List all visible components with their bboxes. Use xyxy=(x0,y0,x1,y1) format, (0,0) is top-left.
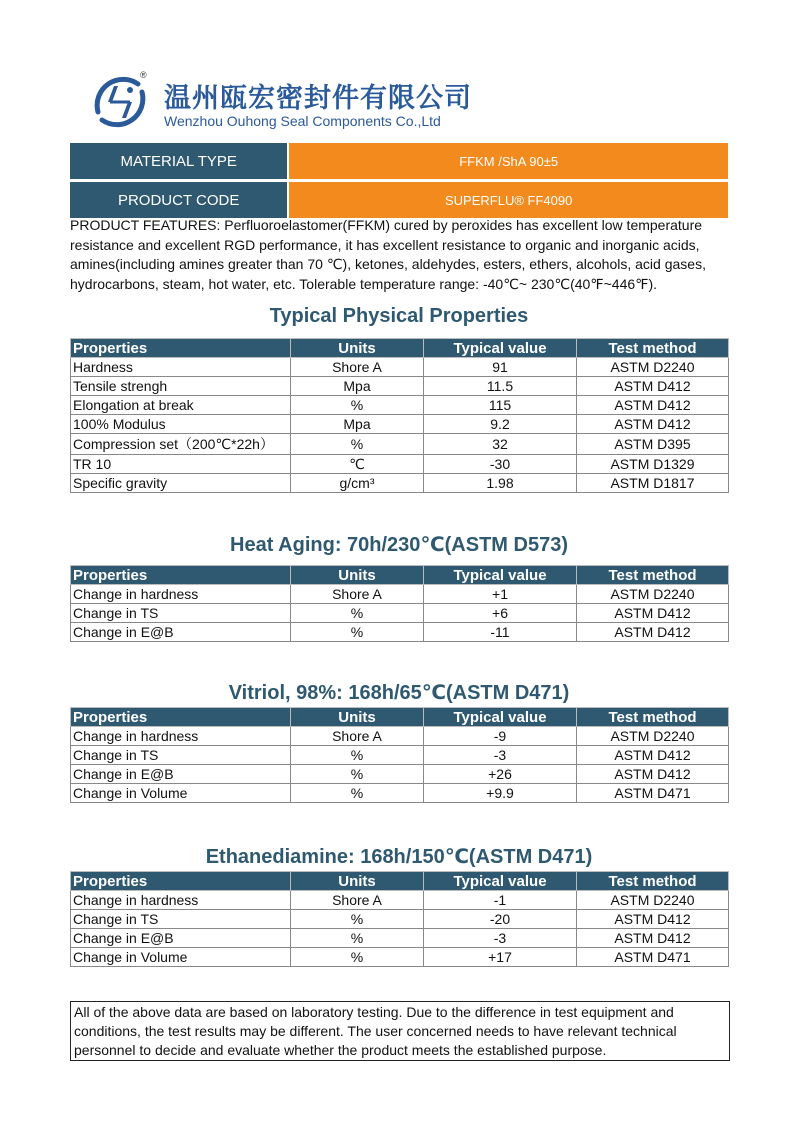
table-row xyxy=(71,727,729,746)
table-physical-properties xyxy=(70,338,729,493)
table-row xyxy=(71,891,729,910)
table-cell: ASTM D412 xyxy=(577,415,729,434)
registered-mark: ® xyxy=(140,70,147,80)
table-cell: -11 xyxy=(424,623,577,642)
table-cell: Mpa xyxy=(291,415,424,434)
table-cell: ASTM D2240 xyxy=(577,585,729,604)
company-name-english: Wenzhou Ouhong Seal Components Co.,Ltd xyxy=(164,113,441,129)
table-row xyxy=(71,396,729,415)
table-cell: 9.2 xyxy=(424,415,577,434)
table-row xyxy=(71,604,729,623)
table-cell: Change in Volume xyxy=(71,948,291,967)
table-header-row xyxy=(71,872,729,891)
table-cell: ASTM D412 xyxy=(577,929,729,948)
table-cell: Change in E@B xyxy=(71,623,291,642)
table-cell: 11.5 xyxy=(424,377,577,396)
material-type-band xyxy=(70,143,728,179)
table-cell: Specific gravity xyxy=(71,474,291,493)
table-cell: ASTM D412 xyxy=(577,910,729,929)
table-cell: +6 xyxy=(424,604,577,623)
table-cell: Change in TS xyxy=(71,910,291,929)
table-cell: Compression set（200℃*22h） xyxy=(71,434,291,455)
table-cell: % xyxy=(291,929,424,948)
table-cell: Shore A xyxy=(291,891,424,910)
table-cell: Change in E@B xyxy=(71,765,291,784)
table-row xyxy=(71,765,729,784)
table-cell: ASTM D412 xyxy=(577,396,729,415)
table-cell: ASTM D1817 xyxy=(577,474,729,493)
table-cell: +17 xyxy=(424,948,577,967)
table-heat-aging xyxy=(70,565,729,642)
table-row xyxy=(71,929,729,948)
column-header: Properties xyxy=(71,872,291,891)
column-header: Units xyxy=(291,339,424,358)
column-header: Test method xyxy=(577,339,729,358)
column-header: Typical value xyxy=(424,708,577,727)
table-cell: ASTM D2240 xyxy=(577,891,729,910)
table-cell: TR 10 xyxy=(71,455,291,474)
product-code-label: PRODUCT CODE xyxy=(70,182,287,218)
table-header-row xyxy=(71,339,729,358)
table-cell: -30 xyxy=(424,455,577,474)
table-row xyxy=(71,415,729,434)
table-vitriol xyxy=(70,707,729,803)
table-cell: -9 xyxy=(424,727,577,746)
table-cell: Change in E@B xyxy=(71,929,291,948)
column-header: Typical value xyxy=(424,566,577,585)
table-cell: 115 xyxy=(424,396,577,415)
table-header-row xyxy=(71,566,729,585)
table-cell: Change in hardness xyxy=(71,891,291,910)
table-cell: Hardness xyxy=(71,358,291,377)
table-cell: Change in hardness xyxy=(71,727,291,746)
table-cell: ASTM D412 xyxy=(577,746,729,765)
table-cell: ASTM D412 xyxy=(577,377,729,396)
table-cell: ASTM D471 xyxy=(577,948,729,967)
table-cell: 32 xyxy=(424,434,577,455)
table-cell: ASTM D2240 xyxy=(577,727,729,746)
table-cell: Elongation at break xyxy=(71,396,291,415)
table-cell: % xyxy=(291,746,424,765)
column-header: Test method xyxy=(577,872,729,891)
table-cell: Shore A xyxy=(291,585,424,604)
disclaimer-box: All of the above data are based on laboratory testing. Due to the difference in test equipment and conditions, the test results may be different. The user concerned needs to have relevant technical personnel to decide and evaluate whether the product meets the established purpose. xyxy=(70,1001,730,1061)
table-row xyxy=(71,455,729,474)
table-cell: % xyxy=(291,604,424,623)
table-ethanediamine xyxy=(70,871,729,967)
table-cell: ASTM D395 xyxy=(577,434,729,455)
table-cell: ASTM D412 xyxy=(577,623,729,642)
material-type-label: MATERIAL TYPE xyxy=(70,143,287,179)
table-cell: ASTM D412 xyxy=(577,765,729,784)
table-cell: Shore A xyxy=(291,358,424,377)
table-cell: -20 xyxy=(424,910,577,929)
table-row xyxy=(71,585,729,604)
table-cell: Tensile strengh xyxy=(71,377,291,396)
column-header: Typical value xyxy=(424,339,577,358)
table-row xyxy=(71,948,729,967)
column-header: Properties xyxy=(71,566,291,585)
table-cell: Change in Volume xyxy=(71,784,291,803)
table-cell: 91 xyxy=(424,358,577,377)
table-cell: -1 xyxy=(424,891,577,910)
table-cell: -3 xyxy=(424,929,577,948)
section-title-ethanediamine: Ethanediamine: 168h/150℃(ASTM D471) xyxy=(205,846,593,868)
table-cell: 100% Modulus xyxy=(71,415,291,434)
table-row xyxy=(71,377,729,396)
table-cell: +26 xyxy=(424,765,577,784)
company-name-chinese: 温州瓯宏密封件有限公司 xyxy=(164,83,472,114)
table-cell: Mpa xyxy=(291,377,424,396)
table-row xyxy=(71,746,729,765)
table-cell: Change in TS xyxy=(71,746,291,765)
material-type-value: FFKM /ShA 90±5 xyxy=(289,143,728,179)
table-cell: 1.98 xyxy=(424,474,577,493)
table-cell: +9.9 xyxy=(424,784,577,803)
table-cell: ASTM D412 xyxy=(577,604,729,623)
product-code-band xyxy=(70,182,728,218)
table-cell: +1 xyxy=(424,585,577,604)
table-cell: % xyxy=(291,396,424,415)
table-cell: ASTM D2240 xyxy=(577,358,729,377)
column-header: Test method xyxy=(577,566,729,585)
column-header: Typical value xyxy=(424,872,577,891)
table-cell: ASTM D471 xyxy=(577,784,729,803)
column-header: Units xyxy=(291,708,424,727)
column-header: Properties xyxy=(71,708,291,727)
column-header: Properties xyxy=(71,339,291,358)
table-row xyxy=(71,434,729,455)
table-row xyxy=(71,358,729,377)
table-cell: ℃ xyxy=(291,455,424,474)
table-cell: Change in TS xyxy=(71,604,291,623)
table-row xyxy=(71,910,729,929)
table-cell: % xyxy=(291,910,424,929)
table-row xyxy=(71,784,729,803)
table-cell: g/cm³ xyxy=(291,474,424,493)
section-title-heat-aging: Heat Aging: 70h/230℃(ASTM D573) xyxy=(230,534,568,556)
table-cell: % xyxy=(291,434,424,455)
section-title-vitriol: Vitriol, 98%: 168h/65℃(ASTM D471) xyxy=(228,682,570,704)
table-cell: Shore A xyxy=(291,727,424,746)
table-header-row xyxy=(71,708,729,727)
table-row xyxy=(71,623,729,642)
table-cell: % xyxy=(291,948,424,967)
section-title-physical: Typical Physical Properties xyxy=(269,305,529,327)
column-header: Units xyxy=(291,566,424,585)
table-cell: -3 xyxy=(424,746,577,765)
product-features: PRODUCT FEATURES: Perfluoroelastomer(FFKM) cured by peroxides has excellent low temperature resistance and excellent RGD performance, it has excellent resistance to organic and inorganic acids, amines(including amines greater than 70 ℃), ketones, aldehydes, esters, ethers, alcohols, acid gases, hydrocarbons, steam, hot water, etc. Tolerable temperature range: -40℃~ 230℃(40℉~446℉). xyxy=(70,217,706,292)
table-cell: ASTM D1329 xyxy=(577,455,729,474)
column-header: Test method xyxy=(577,708,729,727)
table-cell: % xyxy=(291,765,424,784)
table-cell: % xyxy=(291,623,424,642)
ouhong-logo-icon xyxy=(88,72,152,132)
column-header: Units xyxy=(291,872,424,891)
table-cell: Change in hardness xyxy=(71,585,291,604)
table-cell: % xyxy=(291,784,424,803)
product-code-value: SUPERFLU® FF4090 xyxy=(289,182,728,218)
table-row xyxy=(71,474,729,493)
